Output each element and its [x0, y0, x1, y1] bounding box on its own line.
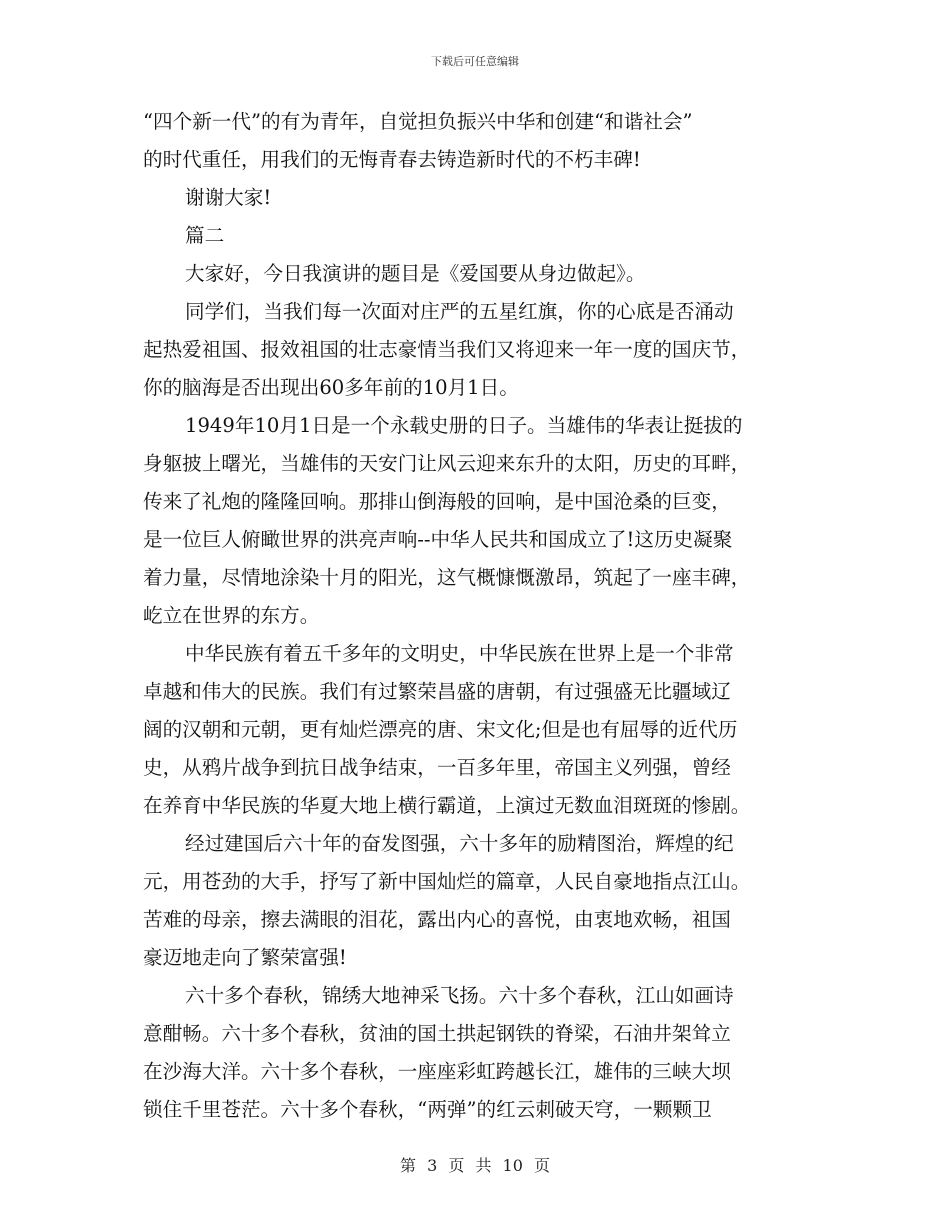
text-line: 起热爱祖国、报效祖国的壮志豪情当我们又将迎来一年一度的国庆节， [143, 338, 751, 361]
text-line: 的时代重任，用我们的无悔青春去铸造新时代的不朽丰碑! [143, 148, 641, 171]
text-line: 你的脑海是否出现出60多年前的10月1日。 [143, 376, 519, 399]
text-line: 着力量，尽情地涂染十月的阳光，这气概慷慨激昂，筑起了一座丰碑， [143, 566, 751, 589]
text-line: 在沙海大洋。六十多个春秋，一座座彩虹跨越长江，雄伟的三峡大坝 [143, 1060, 731, 1083]
text-line: 大家好，今日我演讲的题目是《爱国要从身边做起》。 [185, 262, 646, 285]
text-line: 元，用苍劲的大手，抒写了新中国灿烂的篇章，人民自豪地指点江山。 [143, 870, 751, 893]
page-header: 下载后可任意编辑 [431, 55, 519, 68]
text-line: 屹立在世界的东方。 [143, 604, 320, 627]
text-line: “四个新一代”的有为青年，自觉担负振兴中华和创建“和谐社会” [143, 110, 693, 133]
text-line: 意酣畅。六十多个春秋，贫油的国土拱起钢铁的脊梁，石油井架耸立 [143, 1022, 731, 1045]
text-line: 1949年10月1日是一个永载史册的日子。当雄伟的华表让挺拔的 [185, 414, 743, 437]
page-footer: 第 3 页 共 10 页 [400, 1156, 550, 1175]
text-line: 经过建国后六十年的奋发图强，六十多年的励精图治，辉煌的纪 [185, 832, 734, 855]
text-line: 卓越和伟大的民族。我们有过繁荣昌盛的唐朝，有过强盛无比疆域辽 [143, 680, 731, 703]
document-body [143, 103, 808, 1129]
text-line: 阔的汉朝和元朝，更有灿烂漂亮的唐、宋文化;但是也有屈辱的近代历 [143, 718, 738, 741]
text-line: 身躯披上曙光，当雄伟的天安门让风云迎来东升的太阳，历史的耳畔， [143, 452, 751, 475]
text-line: 谢谢大家! [185, 186, 272, 209]
text-line: 锁住千里苍茫。六十多个春秋，“两弹”的红云刺破天穹，一颗颗卫 [143, 1098, 712, 1121]
text-line: 史，从鸦片战争到抗日战争结束，一百多年里，帝国主义列强，曾经 [143, 756, 731, 779]
text-line: 六十多个春秋，锦绣大地神采飞扬。六十多个春秋，江山如画诗 [185, 984, 734, 1007]
text-line: 豪迈地走向了繁荣富强! [143, 946, 347, 969]
text-line: 中华民族有着五千多年的文明史，中华民族在世界上是一个非常 [185, 642, 734, 665]
text-line: 是一位巨人俯瞰世界的洪亮声响--中华人民共和国成立了!这历史凝聚 [143, 528, 733, 551]
text-line: 传来了礼炮的隆隆回响。那排山倒海般的回响，是中国沧桑的巨变， [143, 490, 731, 513]
text-line: 苦难的母亲，擦去满眼的泪花，露出内心的喜悦，由衷地欢畅，祖国 [143, 908, 731, 931]
text-line: 篇二 [185, 224, 225, 247]
text-line: 同学们，当我们每一次面对庄严的五星红旗，你的心底是否涌动 [185, 300, 734, 323]
text-line: 在养育中华民族的华夏大地上横行霸道，上演过无数血泪斑斑的惨剧。 [143, 794, 751, 817]
